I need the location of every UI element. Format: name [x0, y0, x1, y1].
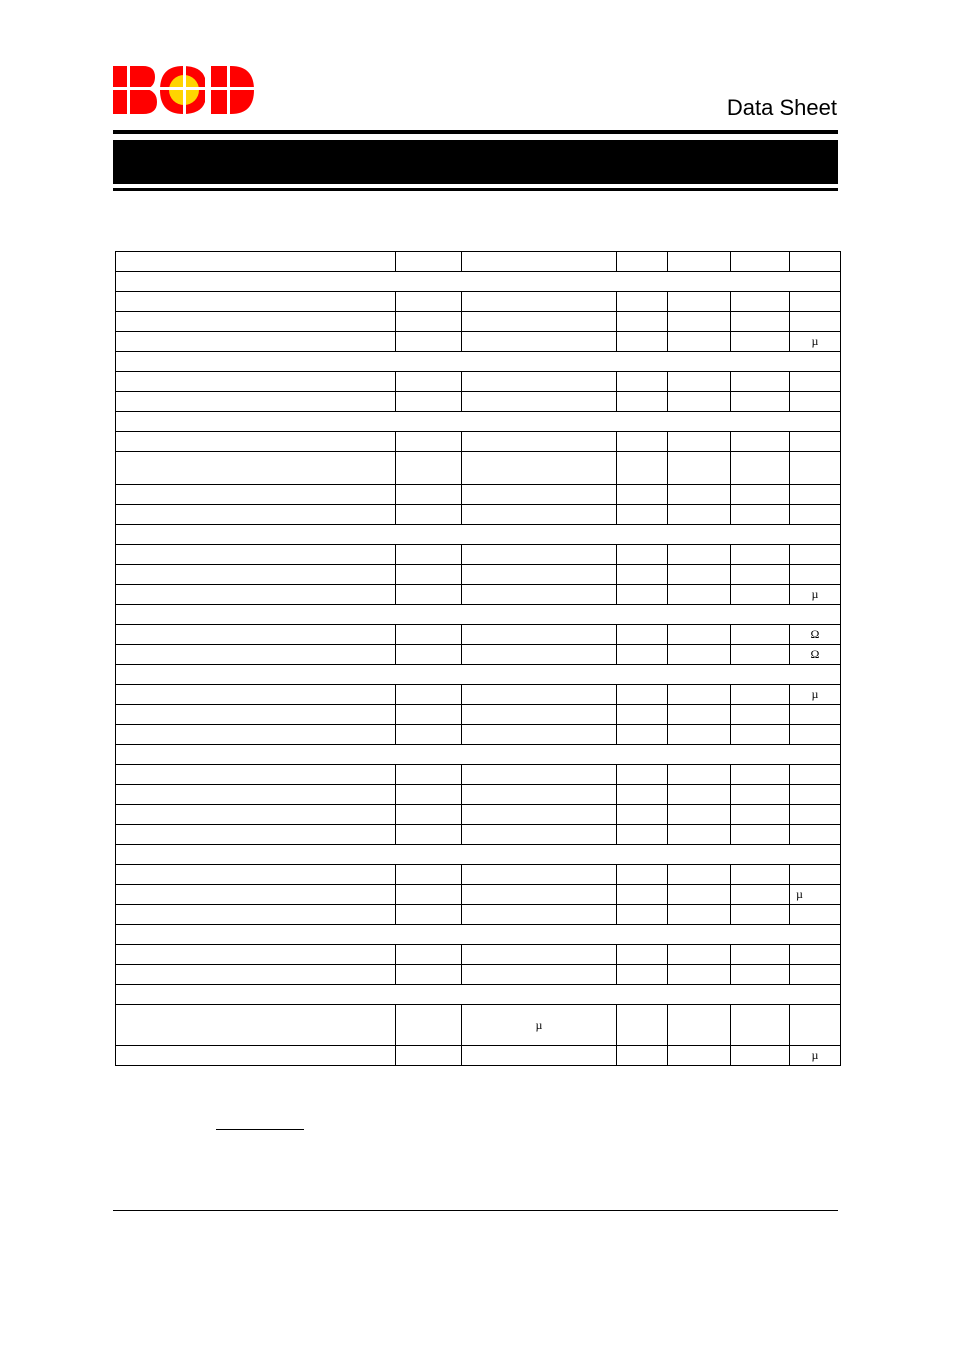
table-row [116, 825, 841, 845]
table-row [116, 625, 841, 645]
table-row [116, 705, 841, 725]
unit-cell: µ [790, 885, 841, 905]
section-row [116, 272, 841, 292]
table-row [116, 585, 841, 605]
section-row [116, 605, 841, 625]
unit-cell: µ [790, 1046, 841, 1066]
table-row [116, 505, 841, 525]
table-row [116, 805, 841, 825]
unit-cell: µ [790, 332, 841, 352]
table-header-row [116, 252, 841, 272]
section-row [116, 352, 841, 372]
section-row [116, 985, 841, 1005]
unit-cell: Ω [790, 625, 841, 645]
section-row [116, 745, 841, 765]
note-underline [216, 1129, 304, 1130]
table-row [116, 372, 841, 392]
doc-title: Data Sheet [726, 95, 837, 120]
table-row [116, 725, 841, 745]
section-banner [113, 140, 838, 184]
table-row [116, 765, 841, 785]
electrical-characteristics-table [115, 251, 841, 1066]
unit-cell: Ω [790, 645, 841, 665]
table-row [116, 885, 841, 905]
table-row [116, 312, 841, 332]
table-row [116, 565, 841, 585]
unit-cell: µ [790, 585, 841, 605]
table-row [116, 945, 841, 965]
section-row [116, 665, 841, 685]
table-row [116, 965, 841, 985]
bcd-logo [113, 66, 254, 114]
table-row [116, 685, 841, 705]
table-row [116, 332, 841, 352]
table-row [116, 485, 841, 505]
table-row [116, 452, 841, 485]
table-row [116, 392, 841, 412]
table-row [116, 292, 841, 312]
table-row [116, 785, 841, 805]
table-row [116, 905, 841, 925]
table-row [116, 1005, 841, 1046]
header-rule [113, 130, 838, 134]
table-row [116, 865, 841, 885]
table-row [116, 432, 841, 452]
footer-rule [113, 1210, 838, 1211]
table-row [116, 645, 841, 665]
banner-underline [113, 188, 838, 191]
section-row [116, 412, 841, 432]
unit-cell: µ [790, 685, 841, 705]
table-row [116, 1046, 841, 1066]
section-row [116, 845, 841, 865]
table-row [116, 545, 841, 565]
condition-cell: µ [462, 1005, 617, 1046]
section-row [116, 925, 841, 945]
section-row [116, 525, 841, 545]
